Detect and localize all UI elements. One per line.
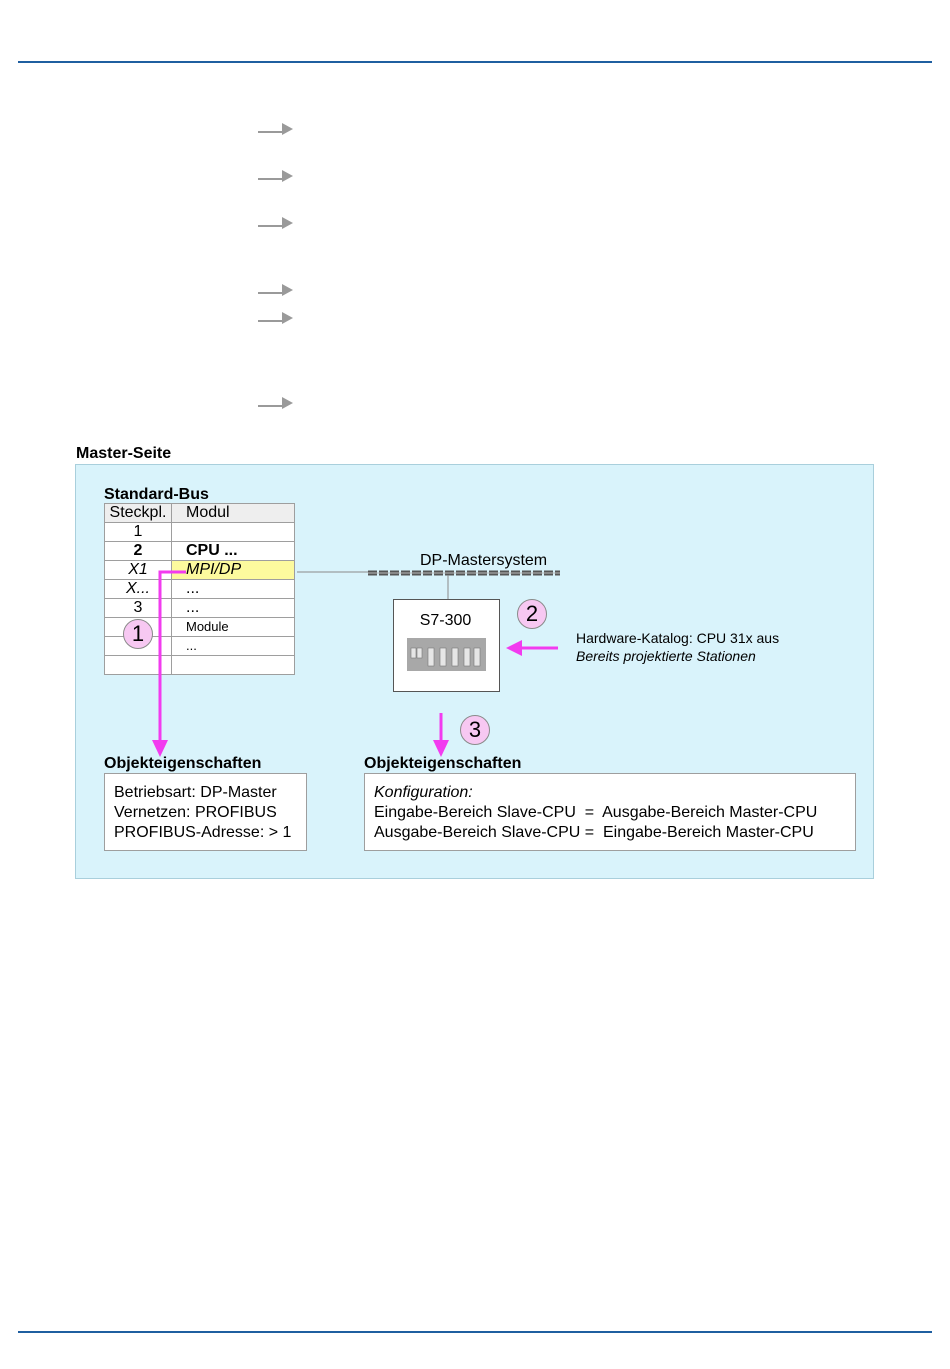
footer-rule <box>18 1331 932 1333</box>
hardware-catalog-note <box>576 629 779 665</box>
table-cell-highlighted: MPI/DP <box>172 561 295 580</box>
table-cell: 2 <box>105 542 172 561</box>
section-title: Master-Seite <box>76 445 172 462</box>
plc-rack-icon <box>407 638 487 672</box>
properties-box-configuration <box>364 773 856 851</box>
table-cell: ... <box>172 637 295 656</box>
hardware-catalog-line: Bereits projektierte Stationen <box>576 648 756 664</box>
table-cell: CPU ... <box>172 542 295 561</box>
table-header: Steckpl. <box>105 504 172 523</box>
property-line: Konfiguration: <box>374 784 473 801</box>
table-header: Modul <box>172 504 295 523</box>
table-cell: X... <box>105 580 172 599</box>
property-line: Eingabe-Bereich Slave-CPU = Ausgabe-Bereich Master-CPU <box>374 804 818 821</box>
table-cell: ... <box>172 580 295 599</box>
property-line: PROFIBUS-Adresse: > 1 <box>114 824 292 841</box>
step-1-badge: 1 <box>123 619 153 649</box>
properties-box-master <box>104 773 307 851</box>
property-line: Betriebsart: DP-Master <box>114 784 277 801</box>
bus-title: Standard-Bus <box>104 486 209 503</box>
hardware-catalog-line: Hardware-Katalog: CPU 31x aus <box>576 630 780 646</box>
property-line: Vernetzen: PROFIBUS <box>114 804 277 821</box>
table-cell: 3 <box>105 599 172 618</box>
table-cell: ... <box>172 599 295 618</box>
station-label: S7-300 <box>419 612 472 629</box>
properties-title: Objekteigenschaften <box>364 755 522 772</box>
table-cell: X1 <box>105 561 172 580</box>
properties-title: Objekteigenschaften <box>104 755 262 772</box>
step-2-badge: 2 <box>517 599 547 629</box>
dp-mastersystem-label: DP-Mastersystem <box>420 552 548 569</box>
table-cell: 1 <box>105 523 172 542</box>
table-cell: Module <box>172 618 295 637</box>
property-line: Ausgabe-Bereich Slave-CPU = Eingabe-Bereich Master-CPU <box>374 824 814 841</box>
step-3-badge: 3 <box>460 715 490 745</box>
